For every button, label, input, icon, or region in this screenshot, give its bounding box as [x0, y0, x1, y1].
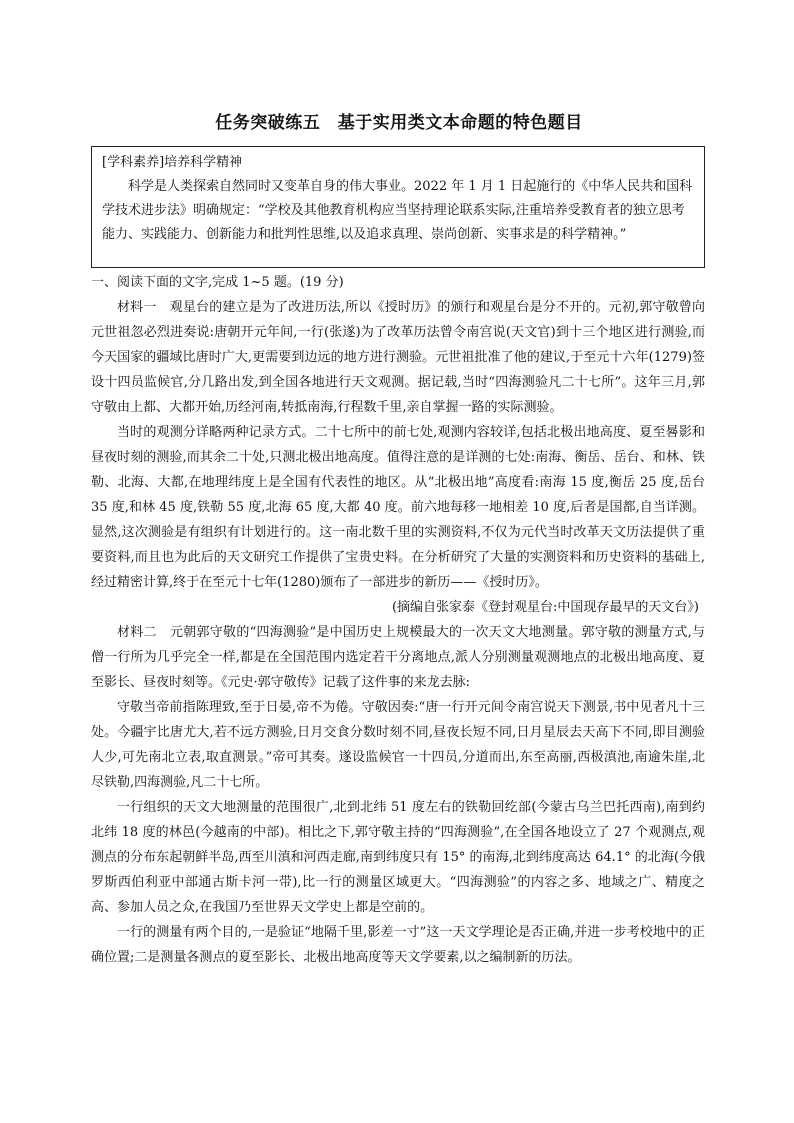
literacy-box: [91, 146, 705, 268]
literacy-text: 科学是人类探索自然同时又变革自身的伟大事业。2022 年 1 月 1 日起施行的《中华人民共和国科学技术进步法》明确规定：“学校及其他教育机构应当坚持理论联系实际,注重培养受教育者的独立思考能力、实践能力、创新能力和批判性思维,以及追求真理、崇尚创新、实事求是的科学精神。”: [102, 179, 693, 242]
material1-paragraph: 材料一 观星台的建立是为了改进历法,所以《授时历》的颁行和观星台是分不开的。元初,郭守敬曾向元世祖忽必烈进奏说:唐朝开元年间,一行(张遂)为了改革历法曾令南宫说(天文官)到十三个地区进行测验,而今天国家的疆域比唐时广大,更需要到边远的地方进行测验。元世祖批准了他的建议,于至元十六年(1279)签设十四员监候官,分几路出发,到全国各地进行天文观测。据记载,当时“四海测验凡二十七所”。这年三月,郭守敬由上都、大都开始,历经河南,转抵南海,行程数千里,亲自掌握一路的实际测验。: [91, 300, 705, 415]
page-title: 任务突破练五 基于实用类文本命题的特色题目: [215, 113, 583, 133]
reading-content: [91, 270, 705, 970]
material1-source: (摘编自张家泰《登封观星台:中国现存最早的天文台》): [391, 600, 699, 615]
material2-paragraph: 材料二 元朝郭守敬的“四海测验”是中国历史上规模最大的一次天文大地测量。郭守敬的测量方式,与僧一行所为几乎完全一样,都是在全国范围内选定若干分离地点,派人分别测量观测地点的北极出地高度、夏至影长、昼夜时刻等。《元史·郭守敬传》记载了这件事的来龙去脉:: [91, 625, 705, 690]
section-heading: 一、阅读下面的文字,完成 1~5 题。(19 分): [91, 275, 344, 290]
literacy-heading: [学科素养]培养科学精神: [102, 155, 243, 170]
material1-paragraph: 当时的观测分详略两种记录方式。二十七所中的前七处,观测内容较详,包括北极出地高度、夏至晷影和昼夜时刻的测验,而其余二十处,只测北极出地高度。值得注意的是详测的七处:南海、衡岳、岳台、和林、铁勒、北海、大都,在地理纬度上是全国有代表性的地区。从“北极出地”高度看:南海 15 度,衡岳 25 度,岳台 35 度,和林 45 度,铁勒 55 度,北海 65 度,大都 40 度。前六地每移一地相差 10 度,后者是国都,自当详测。显然,这次测验是有组织有计划进行的。这一南北数千里的实测资料,不仅为元代当时改革天文历法提供了重要资料,而且也为此后的天文研究工作提供了宝贵史料。在分析研究了大量的实测资料和历史资料的基础上,经过精密计算,终于在至元十七年(1280)颁布了一部进步的新历——《授时历》。: [91, 425, 705, 590]
material2-quote: 守敬当帝前指陈理致,至于日晏,帝不为倦。守敬因奏:“唐一行开元间令南宫说天下测景,书中见者凡十三处。今疆宇比唐尤大,若不远方测验,日月交食分数时刻不同,昼夜长短不同,日月星辰去天高下不同,即目测验人少,可先南北立表,取直测景。”帝可其奏。遂设监候官一十四员,分道而出,东至高丽,西极滇池,南逾朱崖,北尽铁勒,四海测验,凡二十七所。: [91, 700, 705, 790]
material2-paragraph: 一行的测量有两个目的,一是验证“地隔千里,影差一寸”这一天文学理论是否正确,并进一步考校地中的正确位置;二是测量各测点的夏至影长、北极出地高度等天文学要素,以之编制新的历法。: [91, 925, 705, 965]
material2-paragraph: 一行组织的天文大地测量的范围很广,北到北纬 51 度左右的铁勒回纥部(今蒙古乌兰巴托西南),南到约北纬 18 度的林邑(今越南的中部)。相比之下,郭守敬主持的“四海测验”,在全国各地设立了 27 个观测点,观测点的分布东起朝鲜半岛,西至川滇和河西走廊,南到纬度只有 15° 的南海,北到纬度高达 64.1° 的北海(今俄罗斯西伯利亚中部通古斯卡河一带),比一行的测量区域更大。“四海测验”的内容之多、地域之广、精度之高、参加人员之众,在我国乃至世界天文学史上都是空前的。: [91, 800, 705, 915]
